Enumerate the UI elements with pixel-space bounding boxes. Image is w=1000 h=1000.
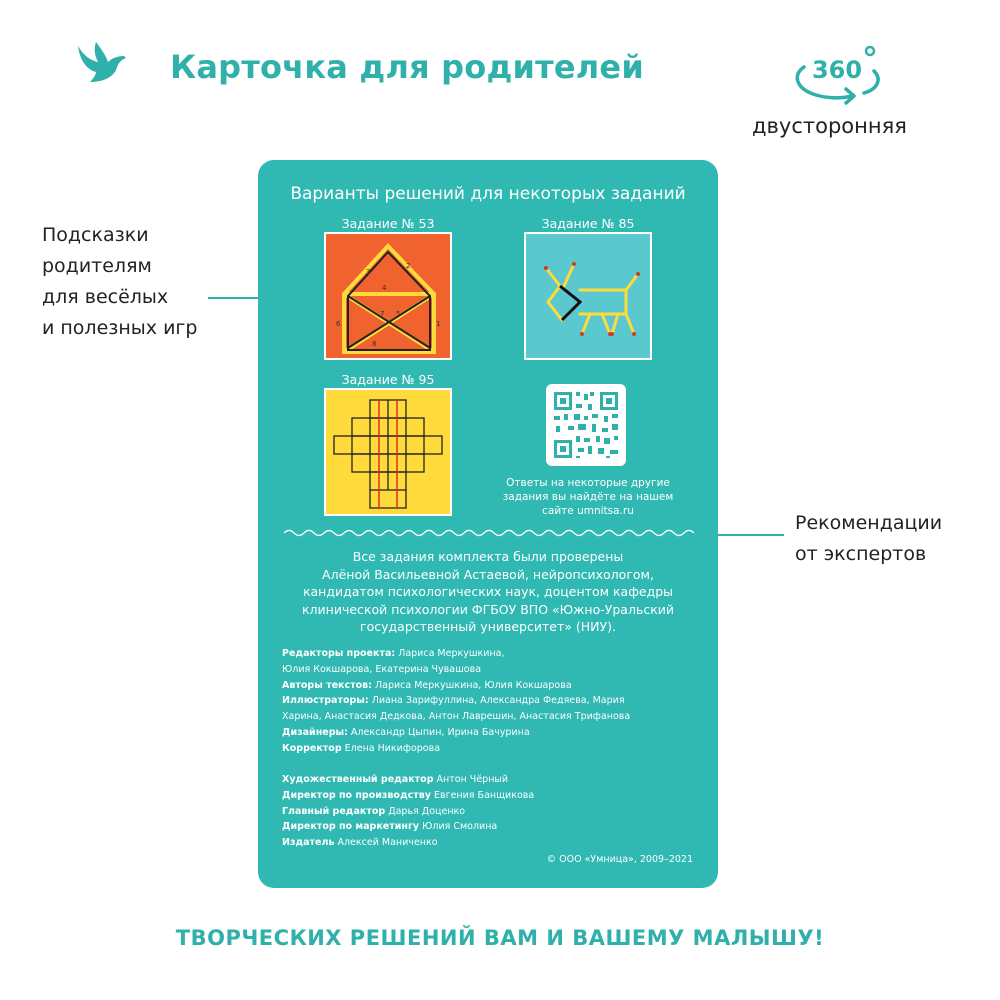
svg-text:4: 4 bbox=[382, 284, 387, 292]
task-85-match-figure bbox=[526, 234, 650, 358]
credit-role: Корректор bbox=[282, 742, 342, 754]
task-95-label: Задание № 95 bbox=[341, 372, 435, 387]
qr-caption-line: сайте umnitsa.ru bbox=[542, 505, 634, 517]
svg-text:8: 8 bbox=[372, 340, 377, 348]
credit-names: Александр Цыпин, Ирина Бачурина bbox=[347, 726, 530, 738]
svg-text:7: 7 bbox=[380, 310, 385, 318]
page-title: Карточка для родителей bbox=[170, 48, 644, 86]
credit-line bbox=[282, 725, 702, 741]
credit-names: Антон Чёрный bbox=[433, 774, 509, 785]
wave-divider bbox=[284, 528, 694, 538]
credit-line bbox=[282, 788, 702, 804]
qr-caption bbox=[498, 476, 678, 518]
credit-line bbox=[282, 772, 702, 788]
svg-text:3: 3 bbox=[366, 268, 371, 276]
credit-role: Иллюстраторы: bbox=[282, 695, 369, 707]
task-95-image bbox=[324, 388, 452, 516]
credit-line bbox=[282, 662, 702, 678]
copyright-text: © ООО «Умница», 2009–2021 bbox=[546, 854, 693, 865]
credit-line bbox=[282, 646, 702, 662]
credit-role: Директор по маркетингу bbox=[282, 821, 420, 833]
credit-role: Авторы текстов: bbox=[282, 679, 372, 691]
task-53-label: Задание № 53 bbox=[341, 216, 435, 231]
credit-names: Елена Никифорова bbox=[341, 742, 441, 754]
credit-names: Лариса Меркушкина, bbox=[395, 648, 505, 659]
credit-names: Лиана Зарифуллина, Александра Федяева, Мария bbox=[368, 695, 625, 707]
credit-names: Юлия Смолина bbox=[419, 821, 498, 833]
expert-line: Все задания комплекта были проверены bbox=[352, 549, 624, 564]
expert-line: клинической психологии ФГБОУ ВПО «Южно-Уральский bbox=[302, 601, 674, 617]
expert-line: государственный университет» (НИУ). bbox=[360, 619, 616, 634]
task-85-label: Задание № 85 bbox=[541, 216, 635, 231]
credit-names: Юлия Кокшарова, Екатерина Чувашова bbox=[282, 663, 482, 675]
card-title: Варианты решений для некоторых заданий bbox=[290, 184, 686, 204]
qr-code-icon[interactable] bbox=[546, 384, 626, 466]
rotation-badge-number: 360 bbox=[811, 56, 863, 84]
qr-caption-line: Ответы на некоторые другие bbox=[506, 477, 670, 489]
expert-line: Алёной Васильевной Астаевой, нейропсихологом, bbox=[322, 566, 654, 582]
svg-text:2: 2 bbox=[406, 262, 411, 270]
hint-line: родителям bbox=[42, 255, 152, 277]
credit-names: Алексей Маниченко bbox=[334, 837, 438, 849]
rotate-360-icon bbox=[790, 45, 884, 111]
credit-line bbox=[282, 741, 702, 757]
credit-line bbox=[282, 819, 702, 835]
credit-role: Директор по производству bbox=[282, 789, 431, 801]
task-85-image bbox=[524, 232, 652, 360]
credits-block-2 bbox=[282, 772, 702, 851]
credit-role: Дизайнеры: bbox=[282, 726, 348, 738]
recommendations-label bbox=[795, 508, 942, 570]
credit-line bbox=[282, 678, 702, 694]
credit-role: Редакторы проекта: bbox=[282, 648, 396, 659]
footer-slogan: ТВОРЧЕСКИХ РЕШЕНИЙ ВАМ И ВАШЕМУ МАЛЫШУ! bbox=[175, 926, 825, 950]
bird-logo-icon bbox=[72, 40, 128, 86]
credit-role: Издатель bbox=[282, 837, 335, 849]
credit-names: Лариса Меркушкина, Юлия Кокшарова bbox=[371, 679, 572, 691]
credit-line bbox=[282, 709, 702, 725]
recommendations-line: от экспертов bbox=[795, 543, 927, 565]
rotation-badge-label: двусторонняя bbox=[752, 114, 907, 138]
credits-block-1 bbox=[282, 646, 702, 757]
expert-recommendation-text bbox=[278, 548, 698, 636]
parent-card bbox=[258, 160, 718, 888]
svg-text:6: 6 bbox=[336, 320, 341, 328]
task-53-image bbox=[324, 232, 452, 360]
credit-line bbox=[282, 804, 702, 820]
svg-text:1: 1 bbox=[436, 320, 441, 328]
hint-label bbox=[42, 220, 197, 344]
credit-names: Харина, Анастасия Дедкова, Антон Лаврешин, Анастасия Трифанова bbox=[282, 711, 631, 723]
credit-line bbox=[282, 835, 702, 851]
hint-line: для весёлых bbox=[42, 286, 169, 308]
credit-names: Евгения Банщикова bbox=[430, 789, 535, 801]
recommendations-line: Рекомендации bbox=[795, 512, 943, 534]
credit-line bbox=[282, 693, 702, 709]
task-95-grid-figure bbox=[326, 390, 450, 514]
qr-caption-line: задания вы найдёте на нашем bbox=[502, 491, 674, 503]
credit-role: Художественный редактор bbox=[282, 774, 434, 785]
hint-line: и полезных игр bbox=[42, 317, 198, 339]
credit-names: Дарья Доценко bbox=[385, 805, 466, 817]
hint-line: Подсказки bbox=[42, 224, 149, 246]
expert-line: кандидатом психологических наук, доцентом кафедры bbox=[302, 584, 674, 599]
credit-role: Главный редактор bbox=[282, 805, 386, 817]
svg-text:5: 5 bbox=[396, 310, 401, 318]
task-53-house-figure bbox=[326, 234, 450, 358]
